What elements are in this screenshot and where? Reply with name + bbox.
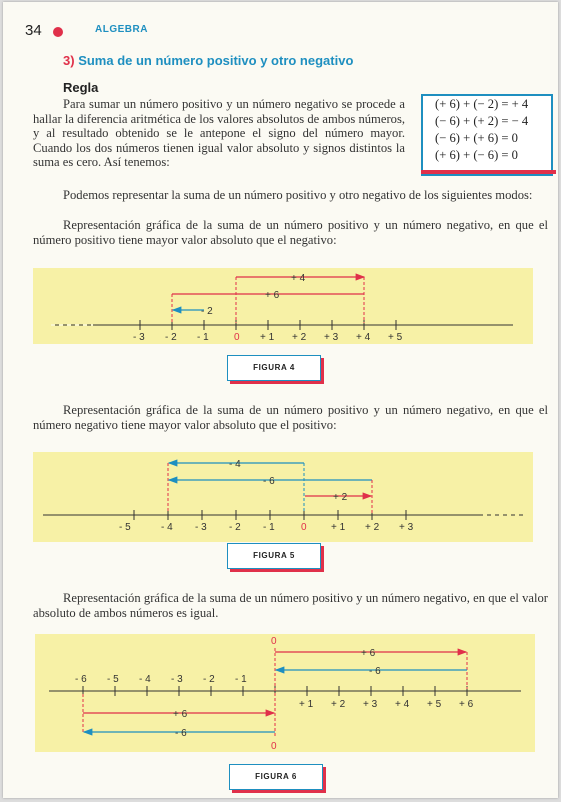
header-dot-icon [53,27,63,37]
arrow-label: + 6 [265,290,280,301]
tick-label: + 3 [399,522,414,533]
arrow-label: + 6 [361,648,376,659]
arrow-label: - 2 [201,306,213,317]
tick-label: - 5 [107,674,119,685]
tick-label: + 3 [324,332,339,343]
figure-4-band [33,268,533,344]
tick-label: - 5 [119,522,131,533]
tick-label: + 3 [363,699,378,710]
figure-6-label: FIGURA 6 [229,764,323,790]
tick-label: - 4 [139,674,151,685]
figure-5-band [33,452,533,542]
tick-label: + 1 [260,332,275,343]
equation-3: (− 6) + (+ 6) = 0 [435,131,518,145]
rule-heading: Regla [63,80,99,95]
equations-box-accent [421,170,556,174]
book-page [3,2,558,798]
figure-4-label: FIGURA 4 [227,355,321,381]
figure-5-label: FIGURA 5 [227,543,321,569]
tick-label-zero: 0 [234,332,240,343]
tick-label: + 1 [331,522,346,533]
tick-label: + 4 [395,699,410,710]
tick-label: - 3 [195,522,207,533]
tick-label: - 1 [197,332,209,343]
tick-label: - 4 [161,522,173,533]
figure-6-band [35,634,535,752]
intro-paragraph: Podemos representar la suma de un número positivo y otro negativo de los siguientes modos: [63,188,533,202]
arrow-label: + 4 [291,273,306,284]
arrow-label: - 6 [175,728,187,739]
section-title [63,53,353,68]
page-number: 34 [25,22,42,39]
header-section: ALGEBRA [95,24,148,35]
tick-label: + 6 [459,699,474,710]
equation-4: (+ 6) + (− 6) = 0 [435,148,518,162]
tick-label: + 5 [427,699,442,710]
arrow-label: + 6 [173,709,188,720]
figure-5-number-line [33,452,533,542]
figure-4-number-line [33,268,533,344]
rule-text: Para sumar un número positivo y un número negativo se procede a hallar la diferencia aritmética de los valores absolutos de ambos números, y al resultado obtenido se le antepone el signo del número mayor. Cuando los dos números tienen igual valor absoluto y signos distintos la suma es cero. Así tenemos: [33,97,405,170]
section-number: 3) [63,53,75,68]
tick-label: + 5 [388,332,403,343]
arrow-label: - 4 [229,459,241,470]
tick-label: + 4 [356,332,371,343]
section-title-text: Suma de un número positivo y otro negativo [78,53,354,68]
zero-label-bottom: 0 [271,741,277,752]
tick-label: - 3 [133,332,145,343]
tick-label: - 2 [229,522,241,533]
tick-label: - 1 [235,674,247,685]
figure-6-number-line [35,634,535,752]
arrow-label: - 6 [369,666,381,677]
tick-label-zero: 0 [301,522,307,533]
tick-label: - 1 [263,522,275,533]
equation-1: (+ 6) + (− 2) = + 4 [435,97,529,111]
tick-label: - 6 [75,674,87,685]
tick-label: - 2 [165,332,177,343]
arrow-label: - 6 [263,476,275,487]
fig6-caption: Representación gráfica de la suma de un número positivo y un número negativo, en que el valor absoluto de ambos números es igual. [33,591,548,620]
tick-label: - 3 [171,674,183,685]
tick-label: + 1 [299,699,314,710]
fig4-caption: Representación gráfica de la suma de un número positivo y un número negativo, en que el número positivo tiene mayor valor absoluto que el negativo: [33,218,548,247]
arrow-label: + 2 [333,492,348,503]
tick-label: + 2 [365,522,380,533]
zero-label-top: 0 [271,636,277,647]
equation-2: (− 6) + (+ 2) = − 4 [435,114,529,128]
tick-label: + 2 [331,699,346,710]
fig5-caption: Representación gráfica de la suma de un número positivo y un número negativo, en que el número negativo tiene mayor valor absoluto que el positivo: [33,403,548,432]
tick-label: + 2 [292,332,307,343]
equations-box [421,94,553,176]
tick-label: - 2 [203,674,215,685]
